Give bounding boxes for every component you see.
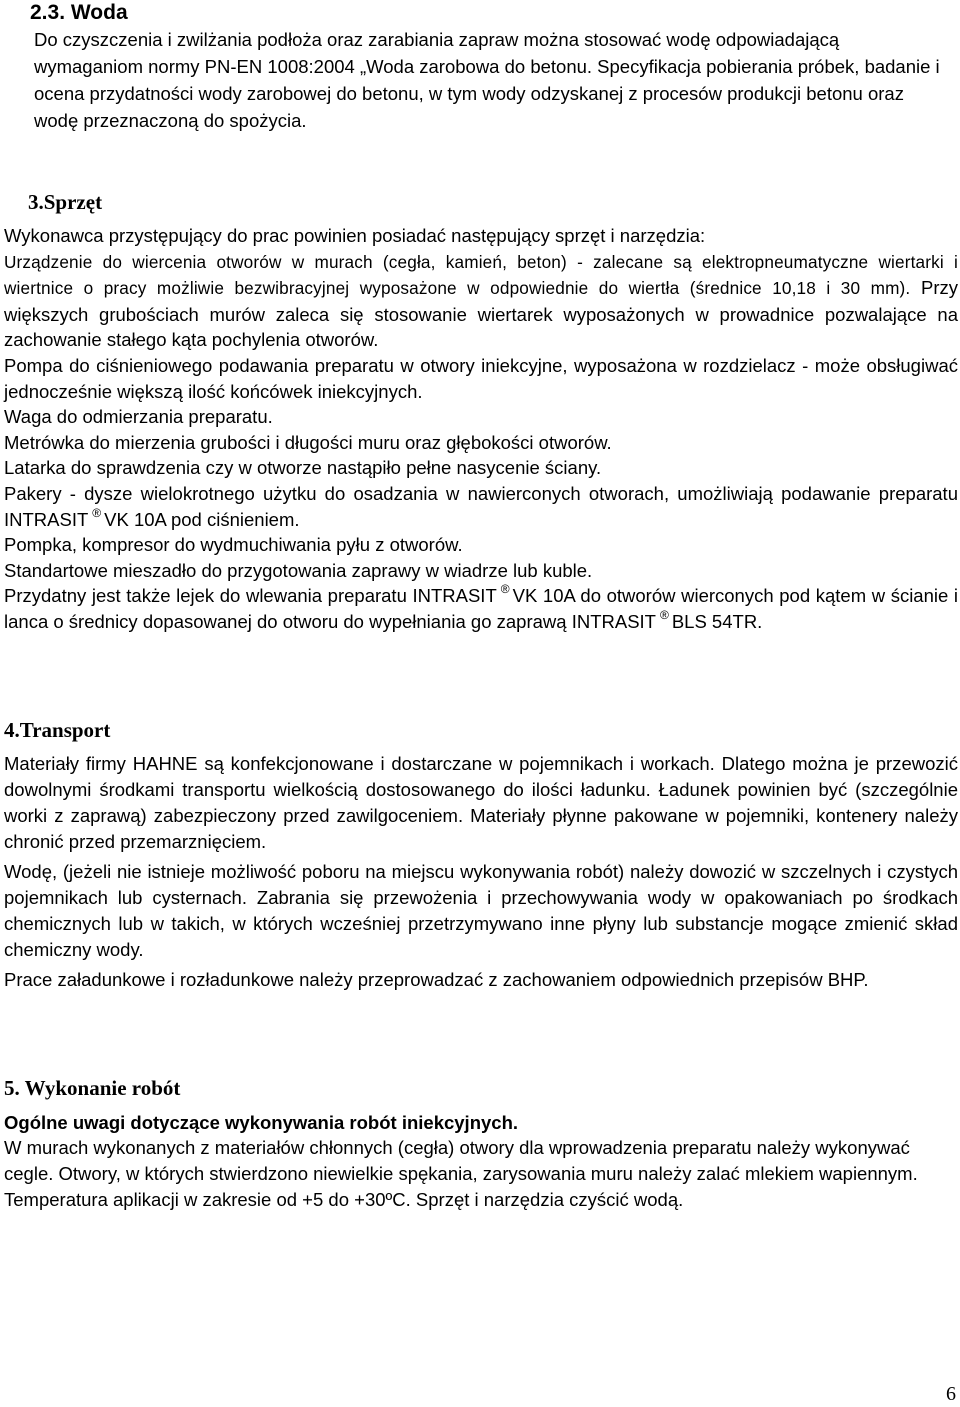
paragraph: Standartowe mieszadło do przygotowania zaprawy w wiadrze lub kuble. [4,559,593,581]
section-equipment [4,223,958,635]
section-execution [4,1110,958,1213]
paragraph: Pompka, kompresor do wydmuchiwania pyłu z otworów. [4,534,463,556]
text-run: BLS 54TR. [671,610,763,632]
page-number: 6 [946,1383,956,1405]
section-paragraph: Do czyszczenia i zwilżania podłoża oraz zarabiania zapraw można stosować wodę odpowiadającą wymaganiom normy PN-EN 1008:2004 „Woda zarobowa do betonu. Specyfikacja pobierania próbek, badanie i ocena przydatności wody zarobowej do betonu, w tym wody odzyskanej z procesów produkcji betonu oraz wodę przeznaczoną do spożycia. [34,29,940,131]
paragraph: W murach wykonanych z materiałów chłonnych (cegła) otwory dla wprowadzenia preparatu należy wykonywać cegle. Otwory, w których stwierdzono niewielkie spękania, zarysowania muru należy zalać mlekiem wapiennym. Temperatura aplikacji w zakresie od +5 do +30ºC. Sprzęt i narzędzia czyścić wodą. [4,1137,918,1210]
paragraph: Prace załadunkowe i rozładunkowe należy przeprowadzać z zachowaniem odpowiednich przepisów BHP. [4,969,869,990]
paragraph: Wykonawca przystępujący do prac powinien posiadać następujący sprzęt i narzędzia: [4,225,706,246]
registered-mark: ® [659,607,669,622]
paragraph [4,583,958,634]
paragraph [4,249,958,353]
section-heading: 2.3. Woda [30,1,128,24]
registered-mark: ® [500,582,510,597]
section-transport [4,751,958,997]
section-heading: 4.Transport [4,718,111,742]
paragraph: Materiały firmy HAHNE są konfekcjonowane i dostarczane w pojemnikach i workach. Dlatego można je przewozić dowolnymi środkami transportu wielkością dostosowanego do ilości ładunku. Ładunek powinien być (szczególnie worki z zaprawą) zabezpieczony przed zawilgoceniem. Materiały płynne pakowane w pojemniki, kontenery należy chronić przed przemarznięciem. [4,753,958,852]
paragraph: Wodę, (jeżeli nie istnieje możliwość poboru na miejscu wykonywania robót) należy dowozić w szczelnych i czystych pojemnikach lub cysternach. Zabrania się przewożenia i przechowywania wody w opakowaniach po środkach chemicznych lub w takich, w których wcześniej przetrzymywano inne płyny lub substancje mogące zmienić skład chemiczny wody. [4,861,958,960]
paragraph [4,481,958,532]
paragraph: Latarka do sprawdzenia czy w otworze nastąpiło pełne nasycenie ściany. [4,457,602,479]
text-run: Przy większych grubościach murów zaleca się stosowanie wiertarek wyposażonych w prowadnice pozwalające na zachowanie stałego kąta pochylenia otworów. [4,277,958,351]
registered-mark: ® [92,505,102,520]
subheading: Ogólne uwagi dotyczące wykonywania robót iniekcyjnych. [4,1112,519,1133]
paragraph: Pompa do ciśnieniowego podawania preparatu w otwory iniekcyjne, wyposażona w rozdzielacz - może obsługiwać jednocześnie większą ilość końcówek iniekcyjnych. [4,354,958,402]
text-run: Urządzenie do wiercenia otworów w murach (cegła, kamień, beton) - zalecane są elektropneumatyczne wiertarki i wiertnice o pracy możliwie bezwibracyjnej wyposażone w odpowiednie do wiertła (średnice 10,18 i 30 mm). [4,251,958,299]
section-heading: 3.Sprzęt [28,190,103,214]
paragraph: Metrówka do mierzenia grubości i długości muru oraz głębokości otworów. [4,431,612,453]
text-run: VK 10A do otworów wierconych pod kątem w ścianie i lanca o średnicy dopasowanej do otworu do wypełniania go zaprawą INTRASIT [4,585,959,632]
section-heading: 5. Wykonanie robót [4,1076,181,1100]
text-run: VK 10A pod ciśnieniem. [104,508,300,530]
text-run: Pakery - dysze wielokrotnego użytku do osadzania w nawierconych otworach, umożliwiają podawanie preparatu INTRASIT [4,482,958,530]
text-run: Przydatny jest także lejek do wlewania preparatu INTRASIT [4,585,497,607]
section-water [30,0,942,134]
paragraph: Waga do odmierzania preparatu. [4,406,273,428]
